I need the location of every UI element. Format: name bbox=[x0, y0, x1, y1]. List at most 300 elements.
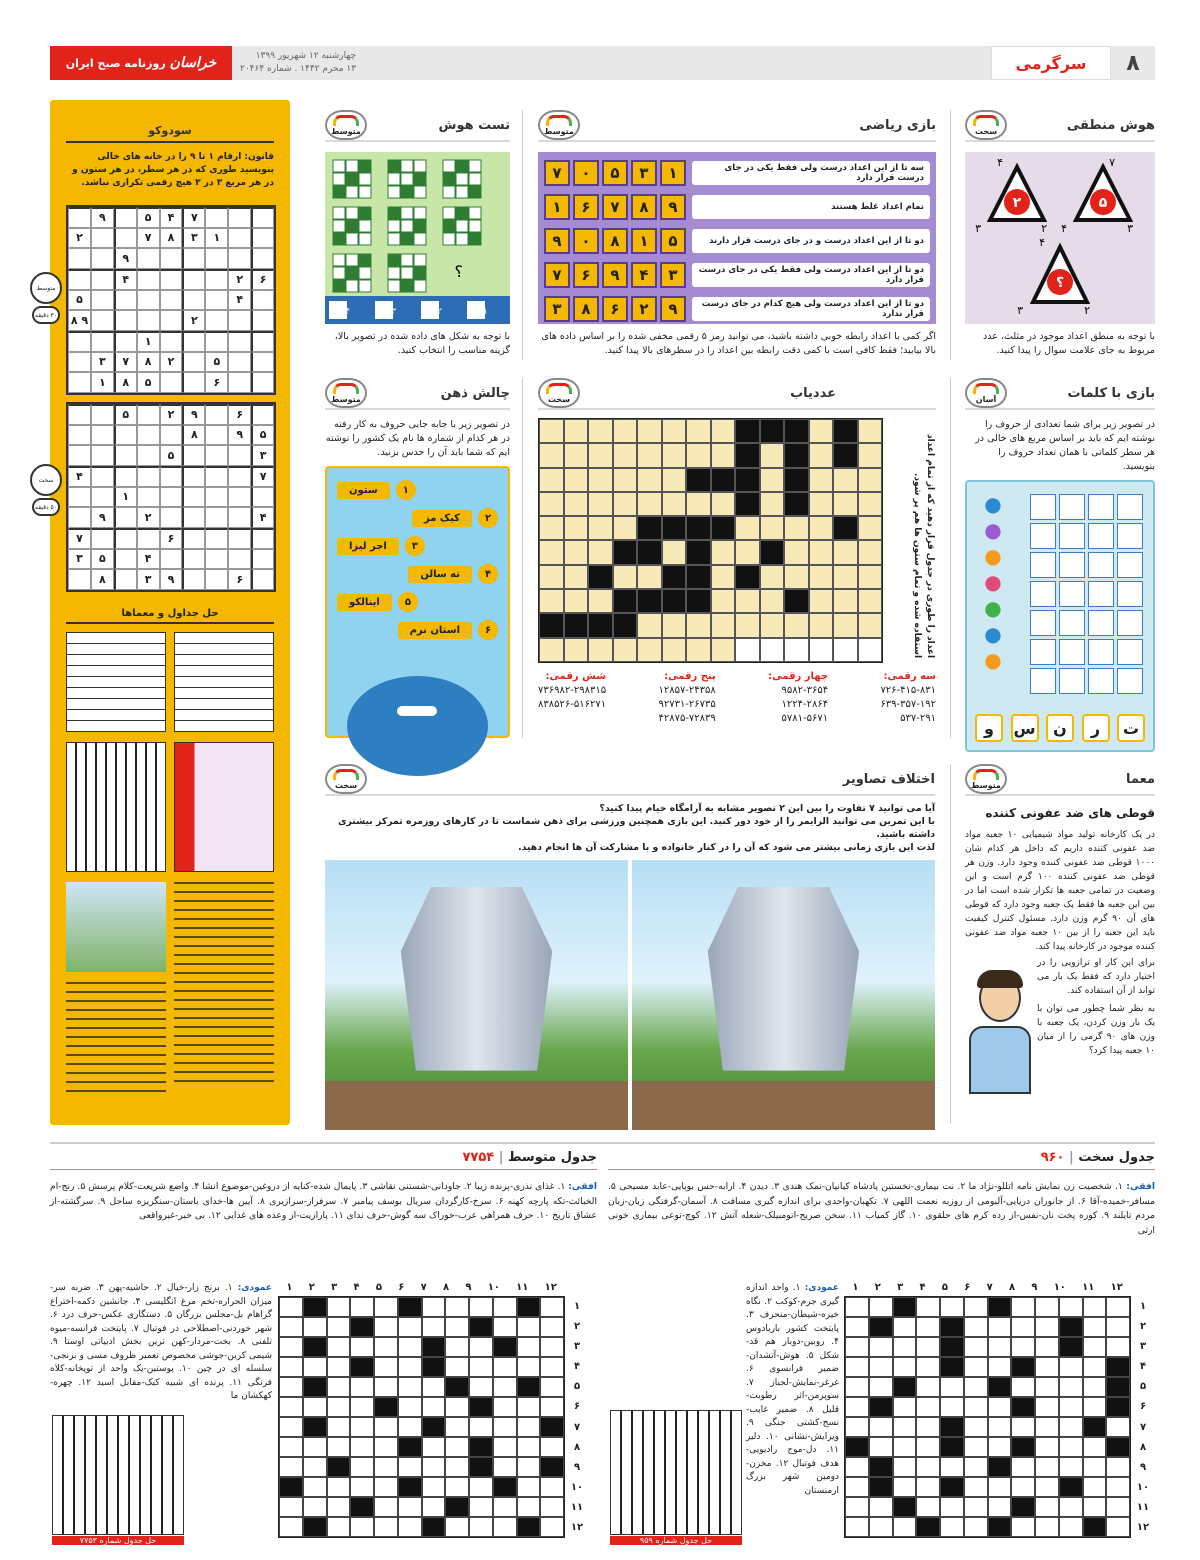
sudoku-cell[interactable] bbox=[68, 507, 91, 528]
crossword-cell[interactable] bbox=[845, 1297, 869, 1317]
sudoku-cell[interactable] bbox=[205, 445, 228, 466]
sudoku-cell[interactable]: ۱ bbox=[91, 372, 114, 393]
sudoku-cell[interactable] bbox=[228, 487, 251, 508]
sudoku-cell[interactable] bbox=[205, 487, 228, 508]
crossword-cell[interactable] bbox=[445, 1317, 469, 1337]
numgrid-cell[interactable] bbox=[833, 565, 858, 589]
sudoku-cell[interactable] bbox=[160, 310, 183, 331]
crossword-cell[interactable] bbox=[469, 1297, 493, 1317]
crossword-cell[interactable] bbox=[445, 1377, 469, 1397]
crossword-cell[interactable] bbox=[445, 1457, 469, 1477]
crossword-cell[interactable] bbox=[869, 1477, 893, 1497]
crossword-cell[interactable] bbox=[493, 1437, 517, 1457]
crossword-cell[interactable] bbox=[445, 1437, 469, 1457]
crossword-cell[interactable] bbox=[845, 1377, 869, 1397]
crossword-cell[interactable] bbox=[493, 1297, 517, 1317]
sudoku-cell[interactable] bbox=[182, 466, 205, 487]
crossword-cell[interactable] bbox=[398, 1397, 422, 1417]
crossword-cell[interactable] bbox=[279, 1517, 303, 1537]
crossword-cell[interactable] bbox=[916, 1497, 940, 1517]
crossword-cell[interactable] bbox=[893, 1497, 917, 1517]
sudoku-cell[interactable]: ۲ bbox=[228, 269, 251, 290]
numgrid-cell[interactable] bbox=[858, 613, 883, 637]
crossword-cell[interactable] bbox=[327, 1317, 351, 1337]
numgrid-cell[interactable] bbox=[539, 540, 564, 564]
crossword-cell[interactable] bbox=[1059, 1437, 1083, 1457]
numgrid-cell[interactable] bbox=[539, 468, 564, 492]
sudoku-cell[interactable] bbox=[91, 528, 114, 549]
crossword-cell[interactable] bbox=[279, 1497, 303, 1517]
crossword-cell[interactable] bbox=[916, 1457, 940, 1477]
crossword-cell[interactable] bbox=[540, 1437, 564, 1457]
crossword-cell[interactable] bbox=[940, 1377, 964, 1397]
crossword-cell[interactable] bbox=[422, 1337, 446, 1357]
crossword-cell[interactable] bbox=[940, 1457, 964, 1477]
crossword-cell[interactable] bbox=[422, 1297, 446, 1317]
crossword-cell[interactable] bbox=[422, 1477, 446, 1497]
crossword-cell[interactable] bbox=[469, 1497, 493, 1517]
numgrid-cell[interactable] bbox=[809, 540, 834, 564]
crossword-cell[interactable] bbox=[540, 1337, 564, 1357]
crossword-cell[interactable] bbox=[327, 1437, 351, 1457]
crossword-cell[interactable] bbox=[869, 1377, 893, 1397]
numgrid-cell[interactable] bbox=[760, 443, 785, 467]
crossword-cell[interactable] bbox=[916, 1377, 940, 1397]
crossword-cell[interactable] bbox=[279, 1477, 303, 1497]
numgrid-cell[interactable] bbox=[858, 565, 883, 589]
sudoku-cell[interactable] bbox=[91, 290, 114, 311]
sudoku-cell[interactable] bbox=[251, 310, 274, 331]
crossword-cell[interactable] bbox=[964, 1397, 988, 1417]
crossword-cell[interactable] bbox=[1083, 1357, 1107, 1377]
crossword-cell[interactable] bbox=[1083, 1437, 1107, 1457]
crossword-cell[interactable] bbox=[1083, 1297, 1107, 1317]
numgrid-cell[interactable] bbox=[735, 419, 760, 443]
word-cell[interactable] bbox=[1030, 523, 1056, 549]
sudoku-cell[interactable] bbox=[114, 569, 137, 590]
numgrid-cell[interactable] bbox=[686, 540, 711, 564]
crossword-cell[interactable] bbox=[1083, 1417, 1107, 1437]
crossword-cell[interactable] bbox=[327, 1497, 351, 1517]
sudoku-cell[interactable]: ۷ bbox=[182, 207, 205, 228]
crossword-cell[interactable] bbox=[279, 1397, 303, 1417]
word-cell[interactable] bbox=[1117, 523, 1143, 549]
numgrid-cell[interactable] bbox=[711, 638, 736, 662]
numgrid-cell[interactable] bbox=[637, 516, 662, 540]
crossword-cell[interactable] bbox=[845, 1337, 869, 1357]
crossword-cell[interactable] bbox=[964, 1497, 988, 1517]
sudoku-cell[interactable] bbox=[160, 425, 183, 446]
crossword-cell[interactable] bbox=[964, 1317, 988, 1337]
crossword-cell[interactable] bbox=[279, 1357, 303, 1377]
crossword-cell[interactable] bbox=[916, 1437, 940, 1457]
sudoku-cell[interactable] bbox=[228, 507, 251, 528]
crossword-cell[interactable] bbox=[540, 1377, 564, 1397]
numgrid-cell[interactable] bbox=[588, 589, 613, 613]
numgrid-cell[interactable] bbox=[735, 613, 760, 637]
numgrid-cell[interactable] bbox=[662, 565, 687, 589]
crossword-cell[interactable] bbox=[1106, 1437, 1130, 1457]
sudoku-cell[interactable] bbox=[137, 290, 160, 311]
sudoku-cell[interactable] bbox=[251, 331, 274, 352]
crossword-cell[interactable] bbox=[303, 1497, 327, 1517]
crossword-cell[interactable] bbox=[916, 1317, 940, 1337]
crossword-cell[interactable] bbox=[350, 1417, 374, 1437]
crossword-cell[interactable] bbox=[1059, 1377, 1083, 1397]
sudoku-cell[interactable] bbox=[160, 331, 183, 352]
numgrid-cell[interactable] bbox=[662, 468, 687, 492]
numgrid-cell[interactable] bbox=[711, 468, 736, 492]
crossword-cell[interactable] bbox=[540, 1317, 564, 1337]
crossword-cell[interactable] bbox=[964, 1337, 988, 1357]
crossword-cell[interactable] bbox=[469, 1477, 493, 1497]
numgrid-cell[interactable] bbox=[686, 443, 711, 467]
crossword-cell[interactable] bbox=[1106, 1417, 1130, 1437]
crossword-cell[interactable] bbox=[350, 1517, 374, 1537]
crossword-cell[interactable] bbox=[1011, 1377, 1035, 1397]
sudoku-cell[interactable]: ۶ bbox=[228, 404, 251, 425]
crossword-cell[interactable] bbox=[1035, 1457, 1059, 1477]
crossword-cell[interactable] bbox=[1083, 1497, 1107, 1517]
sudoku-cell[interactable] bbox=[205, 248, 228, 269]
crossword-cell[interactable] bbox=[303, 1317, 327, 1337]
numgrid-cell[interactable] bbox=[564, 638, 589, 662]
crossword-cell[interactable] bbox=[540, 1517, 564, 1537]
sudoku-cell[interactable] bbox=[205, 290, 228, 311]
crossword-cell[interactable] bbox=[1083, 1477, 1107, 1497]
crossword-cell[interactable] bbox=[916, 1517, 940, 1537]
numgrid-cell[interactable] bbox=[564, 443, 589, 467]
numgrid-cell[interactable] bbox=[637, 589, 662, 613]
sudoku-cell[interactable]: ۹ bbox=[114, 248, 137, 269]
numgrid-cell[interactable] bbox=[809, 638, 834, 662]
crossword-cell[interactable] bbox=[540, 1357, 564, 1377]
sudoku-cell[interactable] bbox=[251, 404, 274, 425]
crossword-cell[interactable] bbox=[1106, 1317, 1130, 1337]
numgrid-cell[interactable] bbox=[662, 516, 687, 540]
numgrid-cell[interactable] bbox=[760, 613, 785, 637]
crossword-cell[interactable] bbox=[940, 1437, 964, 1457]
crossword-cell[interactable] bbox=[469, 1517, 493, 1537]
crossword-cell[interactable] bbox=[988, 1297, 1012, 1317]
numgrid-cell[interactable] bbox=[833, 468, 858, 492]
crossword-cell[interactable] bbox=[916, 1337, 940, 1357]
crossword-cell[interactable] bbox=[893, 1297, 917, 1317]
sudoku-cell[interactable] bbox=[251, 352, 274, 373]
sudoku-cell[interactable] bbox=[205, 569, 228, 590]
word-cell[interactable] bbox=[1059, 523, 1085, 549]
sudoku-cell[interactable]: ۳ bbox=[68, 549, 91, 570]
crossword-cell[interactable] bbox=[469, 1437, 493, 1457]
sudoku-cell[interactable] bbox=[228, 549, 251, 570]
crossword-cell[interactable] bbox=[469, 1357, 493, 1377]
sudoku-cell[interactable] bbox=[160, 549, 183, 570]
crossword-cell[interactable] bbox=[1011, 1497, 1035, 1517]
sudoku-cell[interactable] bbox=[182, 248, 205, 269]
crossword-cell[interactable] bbox=[988, 1477, 1012, 1497]
word-cell[interactable] bbox=[1117, 668, 1143, 694]
crossword-cell[interactable] bbox=[493, 1517, 517, 1537]
sudoku-cell[interactable] bbox=[205, 404, 228, 425]
crossword-cell[interactable] bbox=[916, 1417, 940, 1437]
word-cell[interactable] bbox=[1059, 581, 1085, 607]
crossword-cell[interactable] bbox=[374, 1497, 398, 1517]
numgrid-cell[interactable] bbox=[858, 540, 883, 564]
crossword-cell[interactable] bbox=[493, 1397, 517, 1417]
crossword-cell[interactable] bbox=[517, 1417, 541, 1437]
sudoku-cell[interactable] bbox=[114, 466, 137, 487]
crossword-cell[interactable] bbox=[1106, 1517, 1130, 1537]
sudoku-cell[interactable] bbox=[91, 331, 114, 352]
crossword-cell[interactable] bbox=[422, 1457, 446, 1477]
crossword-cell[interactable] bbox=[893, 1397, 917, 1417]
sudoku-cell[interactable]: ۵ bbox=[160, 445, 183, 466]
crossword-cell[interactable] bbox=[374, 1337, 398, 1357]
numgrid-cell[interactable] bbox=[809, 613, 834, 637]
sudoku-cell[interactable]: ۴ bbox=[68, 466, 91, 487]
numgrid-cell[interactable] bbox=[588, 419, 613, 443]
sudoku-cell[interactable] bbox=[182, 331, 205, 352]
sudoku-cell[interactable]: ۵ bbox=[68, 290, 91, 311]
crossword-cell[interactable] bbox=[1011, 1337, 1035, 1357]
sudoku-cell[interactable] bbox=[137, 487, 160, 508]
crossword-cell[interactable] bbox=[893, 1317, 917, 1337]
crossword-cell[interactable] bbox=[1083, 1517, 1107, 1537]
crossword-cell[interactable] bbox=[327, 1337, 351, 1357]
sudoku-cell[interactable] bbox=[68, 269, 91, 290]
word-cell[interactable] bbox=[1088, 581, 1114, 607]
sudoku-cell[interactable] bbox=[228, 207, 251, 228]
sudoku-cell[interactable] bbox=[160, 487, 183, 508]
crossword-cell[interactable] bbox=[1059, 1517, 1083, 1537]
crossword-cell[interactable] bbox=[398, 1477, 422, 1497]
crossword-cell[interactable] bbox=[517, 1477, 541, 1497]
numgrid-cell[interactable] bbox=[735, 589, 760, 613]
sudoku-cell[interactable] bbox=[114, 228, 137, 249]
numgrid-cell[interactable] bbox=[539, 638, 564, 662]
numgrid-cell[interactable] bbox=[784, 638, 809, 662]
numgrid-cell[interactable] bbox=[760, 492, 785, 516]
sudoku-cell[interactable]: ۱ bbox=[205, 228, 228, 249]
crossword-cell[interactable] bbox=[1106, 1457, 1130, 1477]
numgrid-cell[interactable] bbox=[833, 638, 858, 662]
numgrid-cell[interactable] bbox=[809, 565, 834, 589]
numgrid-cell[interactable] bbox=[711, 492, 736, 516]
crossword-cell[interactable] bbox=[893, 1377, 917, 1397]
sudoku-cell[interactable] bbox=[228, 528, 251, 549]
numgrid-cell[interactable] bbox=[833, 540, 858, 564]
numgrid-cell[interactable] bbox=[784, 468, 809, 492]
crossword-cell[interactable] bbox=[327, 1517, 351, 1537]
numgrid-cell[interactable] bbox=[809, 443, 834, 467]
sudoku-cell[interactable] bbox=[68, 404, 91, 425]
numgrid-cell[interactable] bbox=[735, 516, 760, 540]
numgrid-cell[interactable] bbox=[662, 540, 687, 564]
numgrid-cell[interactable] bbox=[858, 492, 883, 516]
crossword-cell[interactable] bbox=[1011, 1397, 1035, 1417]
sudoku-cell[interactable] bbox=[114, 290, 137, 311]
numgrid-cell[interactable] bbox=[564, 516, 589, 540]
crossword-cell[interactable] bbox=[988, 1497, 1012, 1517]
crossword-cell[interactable] bbox=[1059, 1297, 1083, 1317]
word-cell[interactable] bbox=[1088, 668, 1114, 694]
crossword-cell[interactable] bbox=[869, 1317, 893, 1337]
crossword-cell[interactable] bbox=[1106, 1477, 1130, 1497]
crossword-cell[interactable] bbox=[964, 1477, 988, 1497]
crossword-cell[interactable] bbox=[303, 1437, 327, 1457]
crossword-cell[interactable] bbox=[964, 1457, 988, 1477]
sudoku-cell[interactable]: ۷ bbox=[137, 228, 160, 249]
crossword-cell[interactable] bbox=[845, 1417, 869, 1437]
crossword-cell[interactable] bbox=[1035, 1417, 1059, 1437]
sudoku-cell[interactable]: ۵ bbox=[114, 404, 137, 425]
crossword-cell[interactable] bbox=[1059, 1417, 1083, 1437]
word-cell[interactable] bbox=[1117, 610, 1143, 636]
numgrid-cell[interactable] bbox=[760, 516, 785, 540]
crossword-cell[interactable] bbox=[493, 1377, 517, 1397]
crossword-cell[interactable] bbox=[374, 1397, 398, 1417]
crossword-cell[interactable] bbox=[374, 1477, 398, 1497]
sudoku-cell[interactable] bbox=[182, 528, 205, 549]
crossword-cell[interactable] bbox=[1035, 1357, 1059, 1377]
crossword-cell[interactable] bbox=[540, 1497, 564, 1517]
crossword-cell[interactable] bbox=[964, 1297, 988, 1317]
numgrid-cell[interactable] bbox=[784, 613, 809, 637]
sudoku-cell[interactable] bbox=[68, 248, 91, 269]
numgrid-cell[interactable] bbox=[784, 492, 809, 516]
word-cell[interactable] bbox=[1030, 494, 1056, 520]
numgrid-cell[interactable] bbox=[564, 492, 589, 516]
crossword-cell[interactable] bbox=[1011, 1417, 1035, 1437]
crossword-cell[interactable] bbox=[1106, 1357, 1130, 1377]
numgrid-cell[interactable] bbox=[858, 443, 883, 467]
numgrid-cell[interactable] bbox=[588, 540, 613, 564]
numgrid-cell[interactable] bbox=[539, 589, 564, 613]
crossword-cell[interactable] bbox=[940, 1397, 964, 1417]
numgrid-cell[interactable] bbox=[613, 565, 638, 589]
crossword-cell[interactable] bbox=[327, 1477, 351, 1497]
sudoku-cell[interactable]: ۸ bbox=[91, 569, 114, 590]
sudoku-cell[interactable] bbox=[68, 352, 91, 373]
sudoku-cell[interactable] bbox=[160, 372, 183, 393]
numgrid-cell[interactable] bbox=[711, 540, 736, 564]
crossword-cell[interactable] bbox=[988, 1437, 1012, 1457]
crossword-cell[interactable] bbox=[940, 1317, 964, 1337]
sudoku-cell[interactable]: ۶ bbox=[160, 528, 183, 549]
sudoku-cell[interactable] bbox=[251, 487, 274, 508]
sudoku-cell[interactable] bbox=[228, 248, 251, 269]
numgrid-cell[interactable] bbox=[686, 589, 711, 613]
sudoku-cell[interactable] bbox=[68, 445, 91, 466]
sudoku-cell[interactable] bbox=[68, 569, 91, 590]
sudoku-cell[interactable]: ۳ bbox=[251, 445, 274, 466]
numgrid-cell[interactable] bbox=[613, 613, 638, 637]
sudoku-cell[interactable] bbox=[91, 228, 114, 249]
crossword-cell[interactable] bbox=[540, 1397, 564, 1417]
crossword-cell[interactable] bbox=[916, 1397, 940, 1417]
crossword-cell[interactable] bbox=[893, 1337, 917, 1357]
numgrid-cell[interactable] bbox=[662, 613, 687, 637]
numgrid-cell[interactable] bbox=[784, 443, 809, 467]
numgrid-cell[interactable] bbox=[662, 492, 687, 516]
crossword-cell[interactable] bbox=[327, 1417, 351, 1437]
numgrid-cell[interactable] bbox=[833, 419, 858, 443]
crossword-cell[interactable] bbox=[845, 1457, 869, 1477]
crossword-cell[interactable] bbox=[1106, 1337, 1130, 1357]
numgrid-cell[interactable] bbox=[735, 492, 760, 516]
numgrid-cell[interactable] bbox=[588, 468, 613, 492]
word-cell[interactable] bbox=[1059, 668, 1085, 694]
crossword-cell[interactable] bbox=[869, 1417, 893, 1437]
sudoku-cell[interactable]: ۱ bbox=[114, 487, 137, 508]
crossword-cell[interactable] bbox=[940, 1497, 964, 1517]
crossword-cell[interactable] bbox=[350, 1457, 374, 1477]
crossword-cell[interactable] bbox=[845, 1477, 869, 1497]
word-cell[interactable] bbox=[1088, 610, 1114, 636]
sudoku-cell[interactable] bbox=[205, 528, 228, 549]
crossword-cell[interactable] bbox=[893, 1417, 917, 1437]
numgrid-cell[interactable] bbox=[760, 638, 785, 662]
sudoku-cell[interactable] bbox=[228, 331, 251, 352]
numgrid-cell[interactable] bbox=[539, 443, 564, 467]
crossword-cell[interactable] bbox=[374, 1517, 398, 1537]
sudoku-cell[interactable] bbox=[251, 528, 274, 549]
numgrid-cell[interactable] bbox=[833, 516, 858, 540]
crossword-cell[interactable] bbox=[988, 1517, 1012, 1537]
sudoku-cell[interactable] bbox=[68, 372, 91, 393]
crossword-cell[interactable] bbox=[1083, 1457, 1107, 1477]
sudoku-cell[interactable] bbox=[205, 269, 228, 290]
crossword-cell[interactable] bbox=[1035, 1517, 1059, 1537]
crossword-cell[interactable] bbox=[1083, 1317, 1107, 1337]
word-cell[interactable] bbox=[1117, 639, 1143, 665]
numgrid-cell[interactable] bbox=[539, 565, 564, 589]
sudoku-cell[interactable] bbox=[114, 445, 137, 466]
crossword-cell[interactable] bbox=[964, 1437, 988, 1457]
crossword-cell[interactable] bbox=[517, 1397, 541, 1417]
sudoku-cell[interactable] bbox=[68, 331, 91, 352]
crossword-cell[interactable] bbox=[279, 1337, 303, 1357]
crossword-cell[interactable] bbox=[398, 1317, 422, 1337]
sudoku-cell[interactable] bbox=[251, 549, 274, 570]
word-cell[interactable] bbox=[1030, 639, 1056, 665]
sudoku-cell[interactable]: ۳ bbox=[137, 569, 160, 590]
crossword-cell[interactable] bbox=[517, 1457, 541, 1477]
crossword-cell[interactable] bbox=[445, 1517, 469, 1537]
crossword-cell[interactable] bbox=[893, 1437, 917, 1457]
numgrid-cell[interactable] bbox=[809, 516, 834, 540]
word-cell[interactable] bbox=[1117, 494, 1143, 520]
crossword-cell[interactable] bbox=[1059, 1337, 1083, 1357]
sudoku-cell[interactable] bbox=[160, 248, 183, 269]
crossword-cell[interactable] bbox=[279, 1417, 303, 1437]
sudoku-cell[interactable] bbox=[205, 466, 228, 487]
crossword-cell[interactable] bbox=[303, 1357, 327, 1377]
crossword-cell[interactable] bbox=[845, 1317, 869, 1337]
crossword-cell[interactable] bbox=[940, 1517, 964, 1537]
crossword-cell[interactable] bbox=[350, 1337, 374, 1357]
sudoku-cell[interactable] bbox=[137, 269, 160, 290]
numgrid-cell[interactable] bbox=[686, 468, 711, 492]
crossword-cell[interactable] bbox=[469, 1337, 493, 1357]
word-cell[interactable] bbox=[1030, 581, 1056, 607]
crossword-cell[interactable] bbox=[374, 1437, 398, 1457]
sudoku-cell[interactable] bbox=[205, 549, 228, 570]
crossword-cell[interactable] bbox=[940, 1357, 964, 1377]
word-cell[interactable] bbox=[1059, 494, 1085, 520]
numgrid-cell[interactable] bbox=[539, 613, 564, 637]
crossword-cell[interactable] bbox=[445, 1497, 469, 1517]
